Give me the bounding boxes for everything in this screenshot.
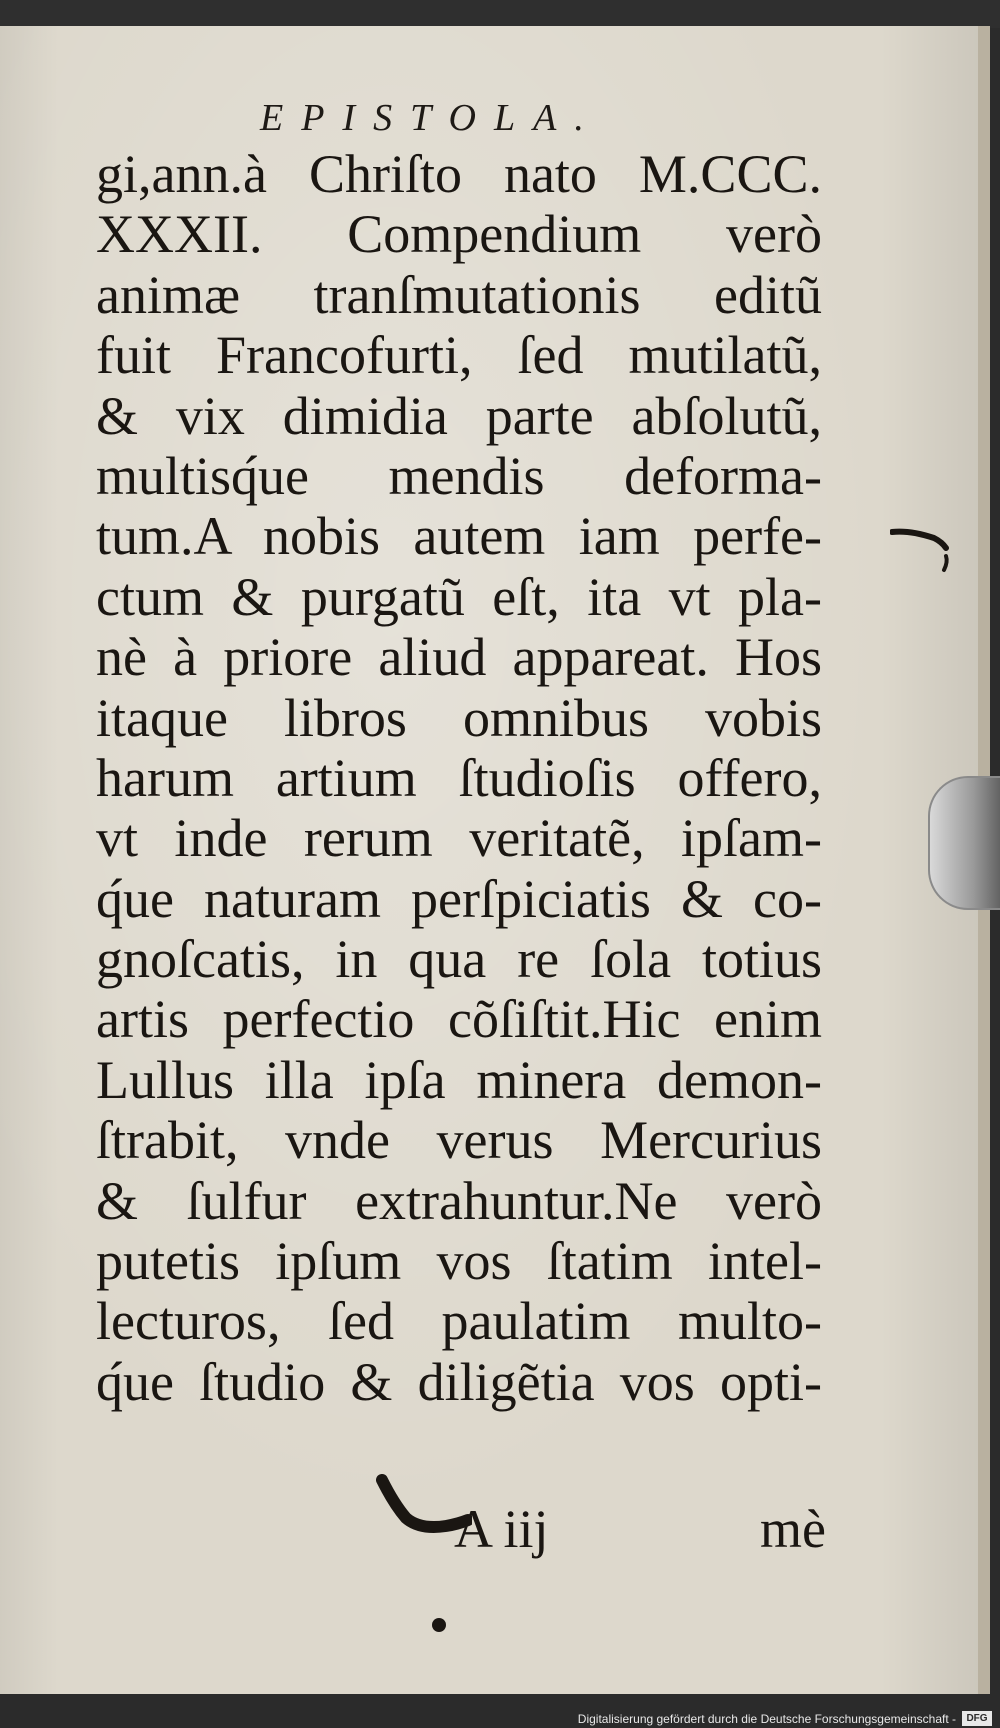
text-line: q́ue ſtudio & diligẽtia vos opti-: [96, 1351, 822, 1412]
text-line: vt inde rerum veritatẽ, ipſam-: [96, 808, 822, 869]
metal-clip: [928, 776, 1000, 910]
text-line: & ſulfur extrahuntur.Ne verò: [96, 1170, 822, 1231]
text-line: fuit Francofurti, ſed mutilatũ,: [96, 325, 822, 386]
body-text: [96, 144, 822, 1412]
text-line: & vix dimidia parte abſolutũ,: [96, 385, 822, 446]
text-line: artis perfectio cõſiſtit.Hic enim: [96, 989, 822, 1050]
book-page: [0, 26, 981, 1694]
text-line: itaque libros omnibus vobis: [96, 687, 822, 748]
running-head: EPISTOLA.: [260, 97, 602, 139]
text-line: harum artium ſtudioſis offero,: [96, 747, 822, 808]
scan-background-top: [0, 0, 1000, 28]
text-line: putetis ipſum vos ſtatim intel-: [96, 1231, 822, 1292]
text-line: Lullus illa ipſa minera demon-: [96, 1049, 822, 1110]
text-line: XXXII. Compendium verò: [96, 204, 822, 265]
ink-smear-mark: [376, 1474, 472, 1538]
text-line: q́ue naturam perſpiciatis & co-: [96, 868, 822, 929]
text-line: ſtrabit, vnde verus Mercurius: [96, 1110, 822, 1171]
ink-stroke-mark: [890, 526, 956, 574]
text-line: lecturos, ſed paulatim multo-: [96, 1291, 822, 1352]
footer-credit: Digitalisierung gefördert durch die Deutsche Forschungsgemeinschaft -: [577, 1712, 956, 1726]
dfg-logo: DFG: [962, 1711, 992, 1726]
text-line: ctum & purgatũ eſt, ita vt pla-: [96, 566, 822, 627]
signature-mark: A iij: [454, 1499, 549, 1559]
ink-dot: [432, 1618, 446, 1632]
text-line: nè à priore aliud appareat. Hos: [96, 627, 822, 688]
signature-line: [454, 1498, 826, 1560]
text-line: gnoſcatis, in qua re ſola totius: [96, 929, 822, 990]
text-line: tum.A nobis autem iam perfe-: [96, 506, 822, 567]
text-line: multisq́ue mendis deforma-: [96, 445, 822, 506]
text-line: animæ tranſmutationis editũ: [96, 264, 822, 325]
catchword: mè: [760, 1499, 826, 1559]
text-line: gi,ann.à Chriſto nato M.CCC.: [96, 144, 822, 204]
